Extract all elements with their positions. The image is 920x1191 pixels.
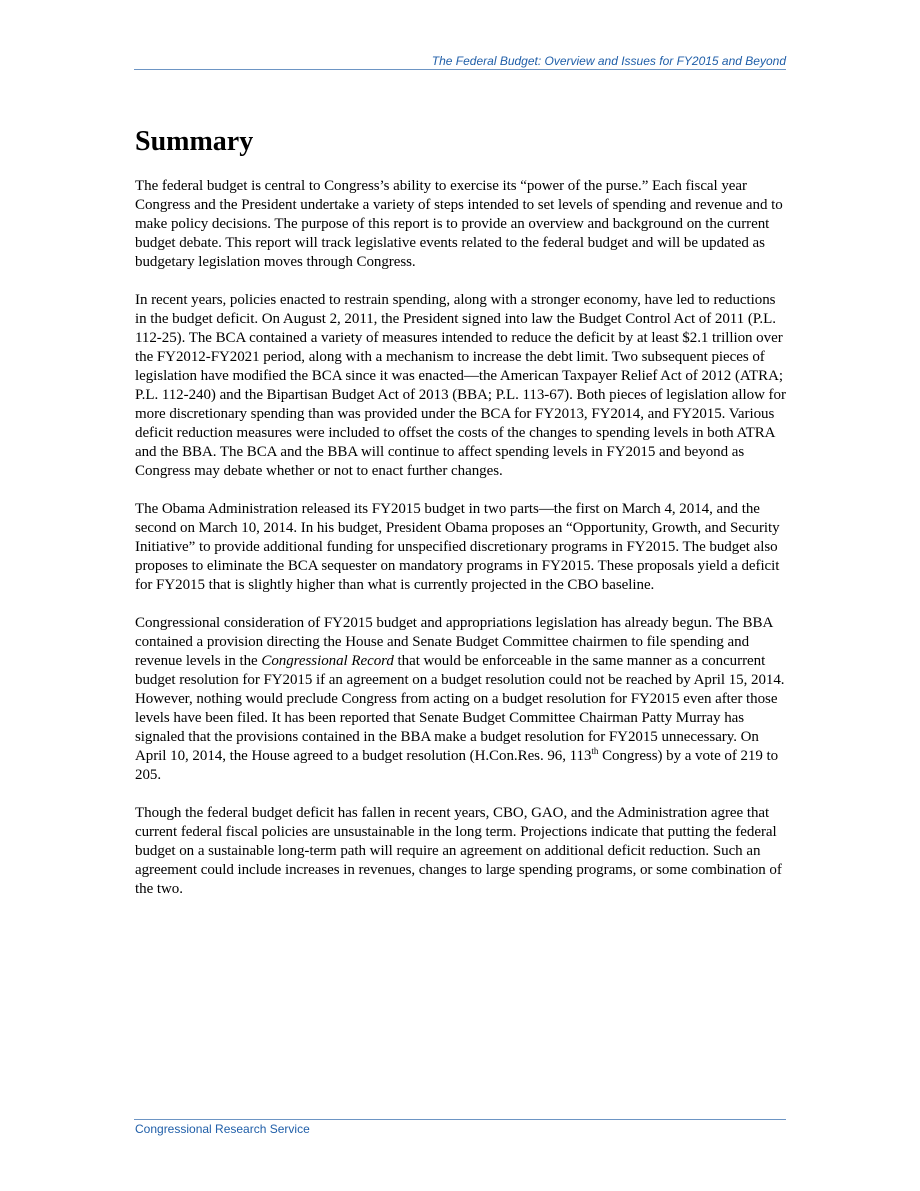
summary-body	[135, 177, 787, 899]
paragraph-1: The federal budget is central to Congress’s ability to exercise its “power of the purse.” Each fiscal year Congress and the President undertake a variety of steps intended to set levels of spending and revenue and to make policy decisions. The purpose of this report is to provide an overview and background on the current budget debate. This report will track legislative events related to the federal budget and will be updated as budgetary legislation moves through Congress.	[135, 178, 783, 270]
footer-organization: Congressional Research Service	[135, 1122, 310, 1136]
congressional-record-title: Congressional Record	[261, 653, 394, 669]
paragraph-4-part-2: that would be enforceable in the same manner as a concurrent budget resolution for FY2015 if an agreement on a budget resolution could not be reached by April 15, 2014. However, nothing would preclude Congress from acting on a budget resolution for FY2015 even after those levels have been filed. It has been reported that Senate Budget Committee Chairman Patty Murray has signaled that the provisions contained in the BBA make a budget resolution for FY2015 unnecessary. On April 10, 2014, the House agreed to a budget resolution (H.Con.Res. 96, 113	[135, 653, 785, 764]
paragraph-5: Though the federal budget deficit has fallen in recent years, CBO, GAO, and the Administration agree that current federal fiscal policies are unsustainable in the long term. Projections indicate that putting the federal budget on a sustainable long-term path will require an agreement on additional deficit reduction. Such an agreement could include increases in revenues, changes to large spending programs, or some combination of the two.	[135, 805, 782, 897]
paragraph-3: The Obama Administration released its FY2015 budget in two parts—the first on March 4, 2014, and the second on March 10, 2014. In his budget, President Obama proposes an “Opportunity, Growth, and Security Initiative” to provide additional funding for unspecified discretionary programs in FY2015. The budget also proposes to eliminate the BCA sequester on mandatory programs in FY2015. These proposals yield a deficit for FY2015 that is slightly higher than what is currently projected in the CBO baseline.	[135, 501, 780, 593]
running-header: The Federal Budget: Overview and Issues for FY2015 and Beyond	[431, 54, 786, 68]
header-divider	[134, 69, 786, 70]
ordinal-superscript: th	[591, 746, 599, 756]
paragraph-4-part-1: Congressional consideration of FY2015 budget and appropriations legislation has already begun. The BBA contained a provision directing the House and Senate Budget Committee chairmen to file spending and revenue levels in the	[135, 615, 773, 669]
paragraph-4	[135, 614, 787, 785]
paragraph-4-part-3: Congress) by a vote of 219 to 205.	[135, 748, 779, 783]
page-title: Summary	[135, 126, 254, 157]
paragraph-2: In recent years, policies enacted to restrain spending, along with a stronger economy, have led to reductions in the budget deficit. On August 2, 2011, the President signed into law the Budget Control Act of 2011 (P.L. 112-25). The BCA contained a variety of measures intended to reduce the deficit by at least $2.1 trillion over the FY2012-FY2021 period, along with a mechanism to increase the debt limit. Two subsequent pieces of legislation have modified the BCA since it was enacted—the American Taxpayer Relief Act of 2012 (ATRA; P.L. 112-240) and the Bipartisan Budget Act of 2013 (BBA; P.L. 113-67). Both pieces of legislation allow for more discretionary spending than was provided under the BCA for FY2013, FY2014, and FY2015. Various deficit reduction measures were included to offset the costs of the changes to spending levels in both ATRA and the BBA. The BCA and the BBA will continue to affect spending levels in FY2015 and beyond as Congress may debate whether or not to enact further changes.	[135, 292, 786, 479]
footer-divider	[134, 1119, 786, 1120]
